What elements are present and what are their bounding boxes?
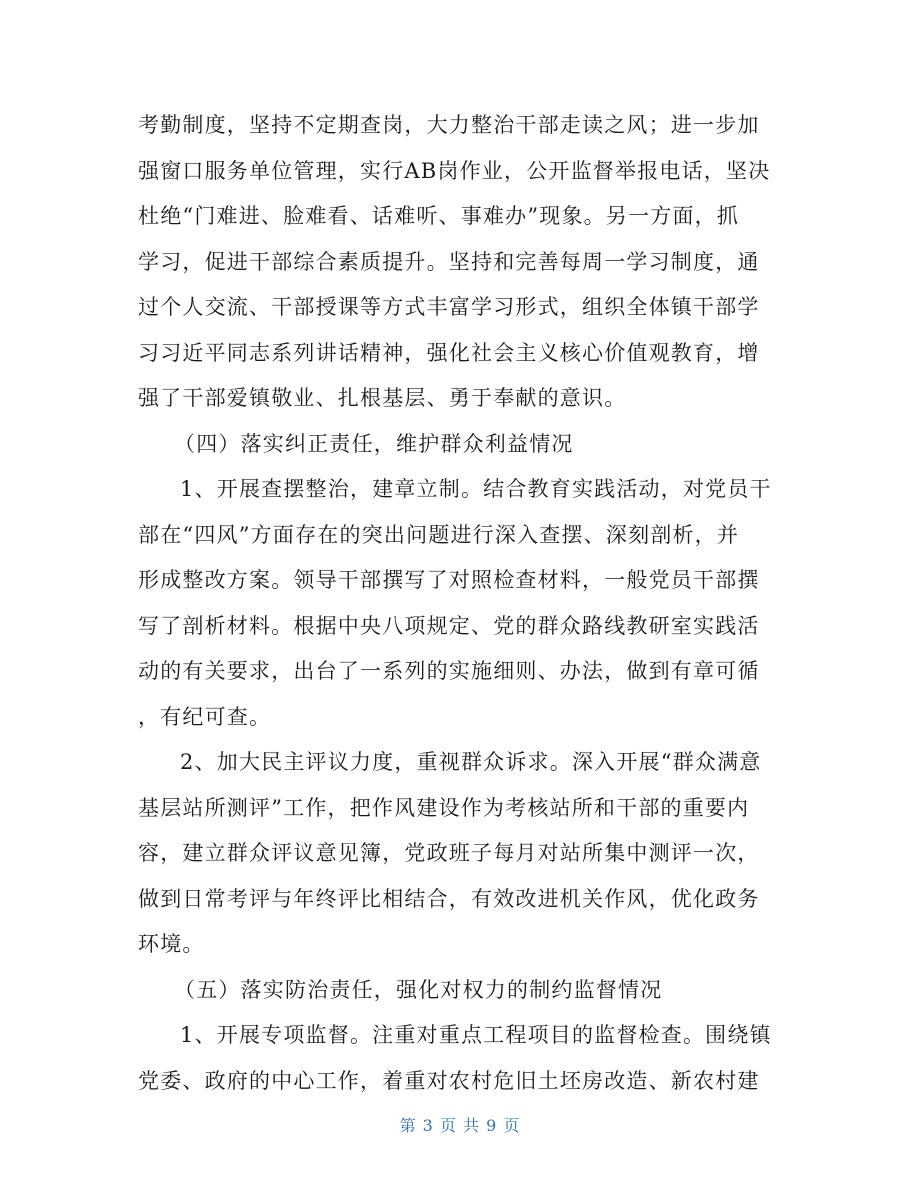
section-heading-4: （四）落实纠正责任，维护群众利益情况 xyxy=(174,431,574,456)
text-line: 环境。 xyxy=(138,932,205,956)
text-line: 强窗口服务单位管理，实行AB岗作业，公开监督举报电话，坚决 xyxy=(138,158,771,183)
text-line: 考勤制度，坚持不定期查岗，大力整治干部走读之风；进一步加 xyxy=(138,113,760,137)
text-line: 做到日常考评与年终评比相结合，有效改进机关作风，优化政务 xyxy=(138,886,760,911)
document-body xyxy=(138,103,788,1104)
text-line: 1、开展查摆整治，建章立制。结合教育实践活动，对党员干 xyxy=(180,477,772,501)
text-line: 党委、政府的中心工作，着重对农村危旧土坯房改造、新农村建 xyxy=(138,1068,760,1093)
text-line: 基层站所测评”工作，把作风建设作为考核站所和干部的重要内 xyxy=(138,795,750,820)
page-number: 第 3 页 共 9 页 xyxy=(399,1116,521,1135)
text-line: 杜绝“门难进、脸难看、话难听、事难办”现象。另一方面，抓 xyxy=(138,204,740,228)
text-line: 写了剖析材料。根据中央八项规定、党的群众路线教研室实践活 xyxy=(138,613,760,638)
section-heading-5: （五）落实防治责任，强化对权力的制约监督情况 xyxy=(174,977,663,1002)
text-line: 动的有关要求，出台了一系列的实施细则、办法，做到有章可循 xyxy=(138,659,760,683)
text-line: ，有纪可查。 xyxy=(138,704,272,729)
text-line: 部在“四风”方面存在的突出问题进行深入查摆、深刻剖析，并 xyxy=(138,522,740,547)
text-line: 2、加大民主评议力度，重视群众诉求。深入开展“群众满意 xyxy=(180,750,762,774)
text-line: 学习，促进干部综合素质提升。坚持和完善每周一学习制度，通 xyxy=(138,249,760,274)
text-line: 过个人交流、干部授课等方式丰富学习形式，组织全体镇干部学 xyxy=(138,295,760,319)
text-line: 形成整改方案。领导干部撰写了对照检查材料，一般党员干部撰 xyxy=(138,568,760,592)
text-line: 容，建立群众评议意见簿，党政班子每月对站所集中测评一次， xyxy=(138,841,760,865)
text-line: 1、开展专项监督。注重对重点工程项目的监督检查。围绕镇 xyxy=(180,1023,772,1047)
text-line: 强了干部爱镇敬业、扎根基层、勇于奉献的意识。 xyxy=(138,386,627,410)
text-line: 习习近平同志系列讲话精神，强化社会主义核心价值观教育，增 xyxy=(138,340,760,365)
